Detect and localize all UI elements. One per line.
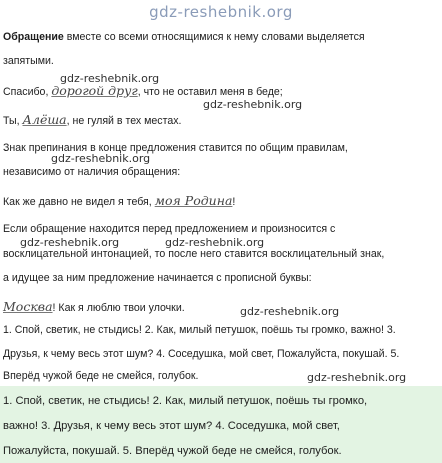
example-3-post: ! — [232, 196, 236, 208]
example-1 — [3, 84, 283, 99]
rule-2-line-1: Знак препинания в конце предложения ставится по общим правилам, — [3, 142, 348, 154]
answer-line-3: Пожалуйста, покушай. 5. Вперёд чужой беде не смейся, голубок. — [3, 445, 342, 457]
watermark-5: gdz-reshebnik.org — [165, 236, 265, 249]
answer-panel — [0, 386, 442, 463]
rule-3-line-3: а идущее за ним предложение начинается с прописной буквы: — [3, 272, 312, 284]
example-1-address: дорогой друг — [51, 83, 138, 98]
example-4 — [3, 300, 185, 315]
example-2 — [3, 113, 181, 128]
task-line-3: Вперёд чужой беде не смейся, голубок. — [3, 370, 199, 382]
rule-3-line-2: восклицательной интонацией, то после него ставится восклицательный знак, — [3, 248, 385, 260]
term-obrashchenie: Обращение — [3, 31, 64, 43]
example-3-pre: Как же давно не видел я тебя, — [3, 196, 155, 208]
example-2-pre: Ты, — [3, 115, 23, 127]
example-3 — [3, 194, 235, 209]
example-4-address: Москва — [3, 299, 53, 314]
rule-3-line-1: Если обращение находится перед предложением и произносится с — [3, 223, 336, 235]
example-3-address: моя Родина — [154, 193, 233, 208]
watermark-7: gdz-reshebnik.org — [307, 371, 407, 384]
task-line-2: Друзья, к чему весь этот шум? 4. Соседушка, мой свет, Пожалуйста, покушай. 5. — [3, 348, 400, 360]
rule-2-line-2: независимо от наличия обращения: — [3, 166, 181, 178]
watermark-4: gdz-reshebnik.org — [20, 236, 120, 249]
intro-rest: вместе со всеми относящимися к нему словами выделяется — [63, 31, 365, 43]
watermark-6: gdz-reshebnik.org — [240, 305, 340, 318]
example-2-address: Алёша — [22, 112, 67, 127]
answer-line-1: 1. Спой, светик, не стыдись! 2. Как, милый петушок, поёшь ты громко, — [3, 395, 368, 407]
example-1-pre: Спасибо, — [3, 86, 52, 98]
intro-line-2: запятыми. — [3, 55, 54, 67]
watermark-2: gdz-reshebnik.org — [203, 98, 303, 111]
watermark-3: gdz-reshebnik.org — [51, 152, 151, 165]
task-line-1: 1. Спой, светик, не стыдись! 2. Как, милый петушок, поёшь ты громко, важно! 3. — [3, 324, 396, 336]
watermark-1: gdz-reshebnik.org — [60, 72, 160, 85]
example-1-post: , что не оставил меня в беде; — [137, 86, 283, 98]
example-4-post: ! Как я люблю твои улочки. — [52, 302, 185, 314]
intro-line-1 — [3, 31, 365, 44]
answer-line-2: важно! 3. Друзья, к чему весь этот шум? 4. Соседушка, мой свет, — [3, 420, 340, 432]
example-2-post: , не гуляй в тех местах. — [66, 115, 182, 127]
site-watermark: gdz-reshebnik.org — [149, 3, 293, 21]
